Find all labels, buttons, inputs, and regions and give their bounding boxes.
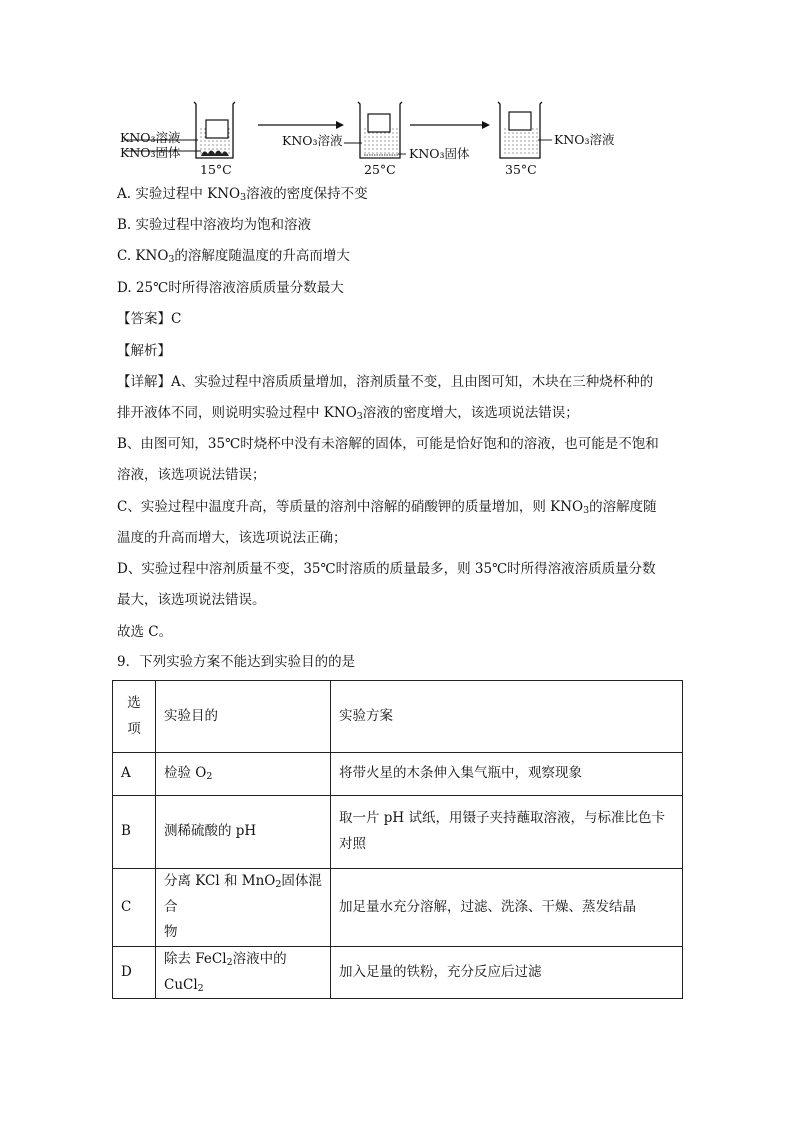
explanation-line-3: B、由图可知，35℃时烧杯中没有未溶解的固体，可能是恰好饱和的溶液，也可能是不饱和 [117,436,659,452]
explanation-line-8: 最大，该选项说法错误。 [117,592,266,608]
option-d: D. 25℃时所得溶液溶质质量分数最大 [117,280,344,296]
header-purpose: 实验目的 [156,681,331,753]
option-b: B. 实验过程中溶液均为饱和溶液 [117,217,312,233]
beaker-2-solid-label: KNO₃固体 [409,146,470,161]
explanation-line-7: D、实验过程中溶剂质量不变，35℃时溶质的质量最多，则 35℃时所得溶液溶质质量分数 [117,561,656,577]
explanation-line-1: 【详解】A、实验过程中溶质质量增加，溶剂质量不变，且由图可知，木块在三种烧杯种的 [117,374,654,390]
arrow-2 [410,121,490,129]
beaker-experiment-figure [112,96,672,178]
beaker-2-temp: 25°C [364,162,396,177]
beaker-3 [498,102,552,158]
table-header-row [113,681,683,753]
explanation-line-2: 排开液体不同，则说明实验过程中 $KNO_3$溶液的密度增大，该选项说法错误； [117,405,579,422]
table-row: A 检验 $O_2$ 将带火星的木条伸入集气瓶中，观察现象 [113,753,683,796]
beaker-1-temp: 15°C [200,162,232,177]
table-row: C 分离 KCl 和 MnO$_2$固体混合 物 加足量水充分溶解，过滤、洗涤、干燥、蒸发结晶 [113,869,683,947]
beaker-3-temp: 35°C [505,162,537,177]
answer-line: 【答案】C [117,311,182,327]
beaker-1-solution-label: KNO₃溶液 [120,130,181,145]
beaker-2-solution-label: KNO₃溶液 [282,133,343,148]
beaker-3-wood-block [509,112,531,130]
analysis-heading: 【解析】 [117,343,171,359]
header-option: 选 项 [113,681,156,753]
header-plan: 实验方案 [331,681,683,753]
table-row: B 测稀硫酸的 pH 取一片 pH 试纸，用镊子夹持蘸取溶液，与标准比色卡 对照 [113,796,683,869]
beaker-1-solid-label: KNO₃固体 [120,145,181,160]
explanation-line-4: 溶液，该选项说法错误； [117,467,266,483]
arrow-1 [258,121,344,129]
experiment-plan-table [112,680,683,999]
beaker-1-wood-block [206,120,228,138]
question-9: 9．下列实验方案不能达到实验目的的是 [117,654,356,670]
explanation-line-6: 温度的升高而增大，该选项说法正确； [117,530,347,546]
explanation-line-9: 故选 C。 [117,624,173,640]
option-c: C. $KNO_3$的溶解度随温度的升高而增大 [117,248,350,265]
beaker-2 [344,102,406,158]
beaker-3-solution-label: KNO₃溶液 [554,132,615,147]
explanation-line-5: C、实验过程中温度升高，等质量的溶剂中溶解的硝酸钾的质量增加，则 $KNO_3$的溶解度随 [117,499,657,516]
option-a: A. 实验过程中 $KNO_3$溶液的密度保持不变 [117,186,368,203]
beaker-2-wood-block [368,114,390,132]
table-row: D 除去 FeCl$_2$溶液中的 CuCl$_2$ 加入足量的铁粉，充分反应后过滤 [113,946,683,998]
